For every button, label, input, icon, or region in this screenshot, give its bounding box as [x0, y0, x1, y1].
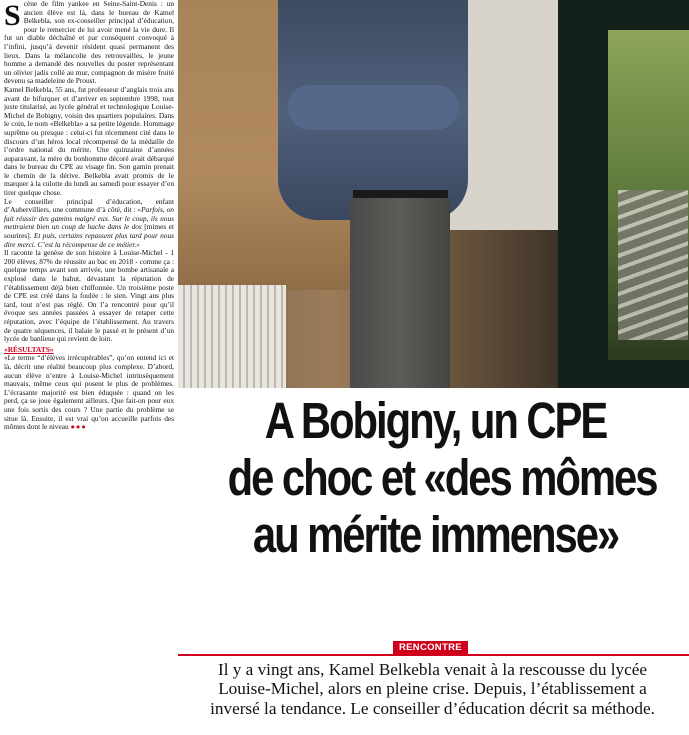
section-label: «RÉSULTATS» [4, 344, 54, 354]
article-body-column [4, 0, 174, 735]
headline-line-1: A Bobigny, un CPE [264, 392, 607, 449]
photo-person-arms [288, 85, 458, 130]
lead-paragraph [180, 660, 685, 718]
paragraph-results [4, 354, 174, 431]
headline-line-2: de choc et «des mômes [227, 449, 657, 506]
lead-line-2: Louise-Michel, alors en pleine crise. Depuis, l’établissement a [218, 679, 647, 699]
quote-lead-in: Le conseiller principal d’éducation, enfant d’Aubervilliers, une commune d’à côté, dit : [4, 196, 174, 215]
quote-part-2: Et puis, certains repassent plus tard pour nous dire merci. C’est la récompense de ce métier.» [4, 231, 174, 249]
portrait-photo [178, 0, 689, 388]
paragraph-results-text: «Le terme “d’élèves irrécupérables”, qu’on entend ici et là, décrit une réalité beaucoup plus complexe. D’abord, aucun élève n’entre à Louise-Michel intrinsèquement mauvais, même ceux qui posent le plus de problèmes. L’écrasante majorité est bien éduquée : quand on les perd, ça se joue également ailleurs. Que fait-on pour eux une fois sortis des cours ? Une partie du problème se situe là. Ensuite, il est vrai qu’on accueille parfois des mômes dont le niveau [4, 353, 174, 432]
photo-radiator [178, 285, 286, 388]
lead-line-3: inversé la tendance. Le conseiller d’éducation décrit sa méthode. [210, 698, 655, 718]
rubric-divider [178, 654, 689, 656]
paragraph-history: Il raconte la genèse de son histoire à Louise-Michel - 1 200 élèves, 87% de réussite au bac en 2018 - comme ça : quelque temps avant son arrivée, une bombe artisanale a explosé dans le bahut, dévastant la réputation de l’établissement déjà bien chiffonnée. Un troisième poste de CPE est créé dans la foulée : le sien. Vingt ans plus tard, tout n’est pas réglé. On l’a rencontré pour qu’il évoque ses années passées à essayer de retaper cette réputation, avec l’équipe de l’établissement. Au travers de quatre séquences, il balaie le passé et le présent d’un lycée de banlieue qui revient de loin. [4, 248, 174, 344]
paragraph-quote [4, 198, 174, 250]
quote-aside: [mimes et sourires]. [4, 222, 174, 241]
photo-person-legs [350, 198, 450, 388]
paragraph-intro-text: cène de film yankee en Seine-Saint-Denis : un ancien élève est là, dans le bureau de Kamel Belkebla, son ex-conseiller principal d’éducation, pour le remercier de lui avoir mené la vie dure. Il fut un diable déchaîné et par conséquent convoqué à l’infini, jusqu’à devenir résident quasi permanent des lieux. Dans la mélancolie des retrouvailles, le jeune homme a demandé des nouvelles du poster représentant un olivier jadis collé au mur, compagnon de misère fruité devenu sa madeleine de Proust. [4, 0, 174, 86]
continued-marker: ●●● [70, 422, 87, 432]
headline [227, 392, 657, 563]
paragraph-intro [4, 0, 174, 86]
drop-cap: S [4, 0, 21, 32]
rubric-tag: RENCONTRE [393, 641, 468, 655]
lead-line-1: Il y a vingt ans, Kamel Belkebla venait à la rescousse du lycée [217, 660, 648, 679]
headline-line-3: au mérite immense» [252, 506, 619, 563]
quote-part-1: «Parfois, on fait réussir des gamins malgré eux. Sur le coup, ils nous mettraient bien un coup de hache dans le dos [4, 205, 174, 232]
photo-stairs [618, 190, 688, 340]
paragraph-profile: Kamel Belkebla, 55 ans, fut professeur d’anglais trois ans avant de bifurquer et d’arriver en septembre 1998, tout juste titularisé, au lycée général et technologique Louise-Michel de Bobigny, voisin des quartiers populaires. Dans le coin, le nom «Belkebla» a sa petite légende. Hommage suprême ou presque : celui-ci fut récemment cité dans le discours d’un héros local récompensé de la médaille de l’ordre national du mérite. Une quinzaine d’années auparavant, la mère du bonhomme décoré avait débarqué dans le bureau du CPE au visage fin. Son gamin prenait le chemin de la dérive. Belkebla avait promis de le marquer à la culotte du lundi au samedi pour essayer d’en tirer quelque chose. [4, 84, 174, 198]
